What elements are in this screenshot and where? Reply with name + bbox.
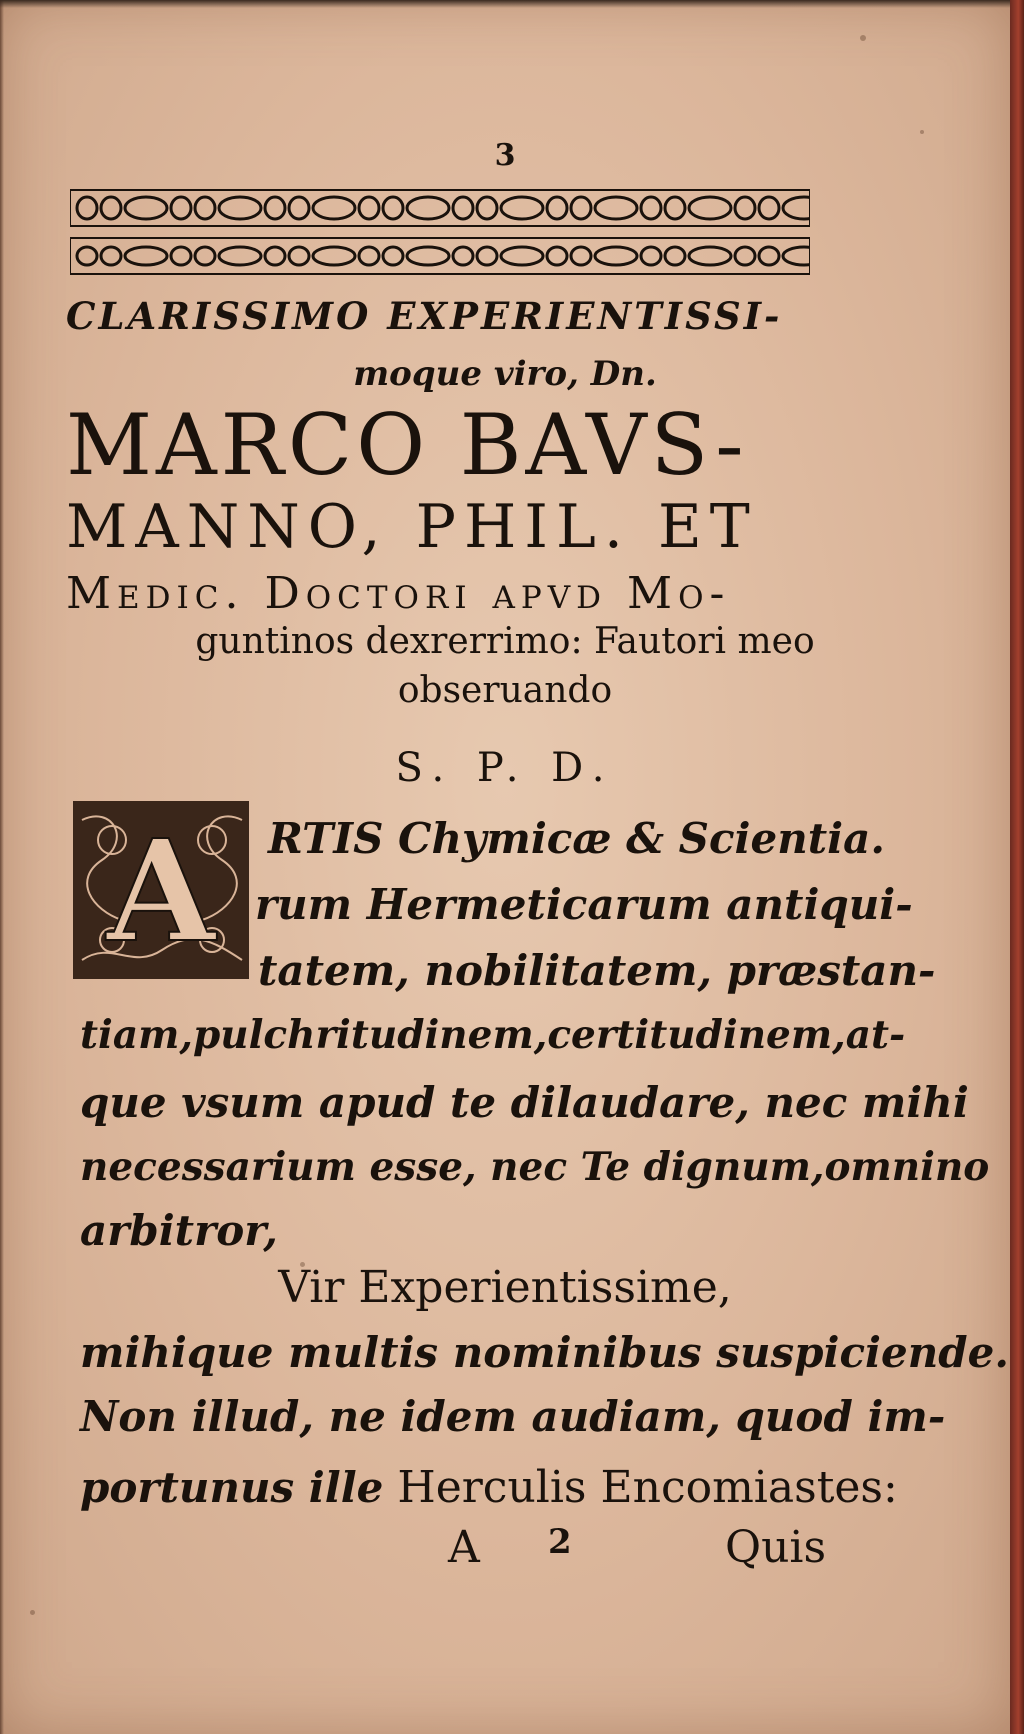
ornament-link — [219, 247, 261, 265]
paper-speck — [920, 130, 924, 134]
heading-line: CLARISSIMO EXPERIENTISSI- — [66, 294, 783, 338]
ornament-link — [453, 247, 473, 265]
ornament-link — [641, 197, 661, 219]
body-text-line: necessarium esse, nec Te dignum,omnino — [80, 1144, 990, 1190]
ornament-link — [571, 197, 591, 219]
ornament-link — [101, 197, 121, 219]
ornament-link — [383, 197, 403, 219]
body-text-line: Non illud, ne idem audiam, quod im- — [80, 1392, 946, 1441]
ornament-link — [125, 197, 167, 219]
salutation: S. P. D. — [395, 745, 615, 791]
ornament-link — [735, 247, 755, 265]
roman-segment: Herculis Encomiastes: — [383, 1462, 898, 1513]
page-edge — [1010, 0, 1024, 1734]
ornament-link — [501, 197, 543, 219]
ornament-band-bottom — [70, 236, 810, 276]
ornament-link — [77, 247, 97, 265]
ornament-link — [759, 247, 779, 265]
ornament-link — [171, 247, 191, 265]
ornament-link — [195, 197, 215, 219]
ornament-link — [265, 197, 285, 219]
ornament-link — [219, 197, 261, 219]
ornament-link — [407, 197, 449, 219]
ornament-link — [101, 247, 121, 265]
body-text-line: tiam,pulchritudinem,certitudinem,at- — [80, 1012, 906, 1058]
signature-mark: A — [448, 1522, 480, 1573]
ornament-link — [125, 247, 167, 265]
ornament-link — [689, 247, 731, 265]
body-text-line — [80, 1462, 898, 1513]
ornament-link — [195, 247, 215, 265]
body-text-line: RTIS Chymicæ & Scientia. — [268, 814, 885, 863]
ornament-link — [547, 197, 567, 219]
dedicatee-title-line: Medic. Doctori apvd Mo- — [66, 568, 731, 619]
ornament-link — [547, 247, 567, 265]
body-text-line: arbitror, — [80, 1206, 278, 1255]
ornament-link — [571, 247, 591, 265]
heading-line: moque viro, Dn. — [353, 354, 657, 394]
catchword: Quis — [725, 1522, 827, 1573]
ornament-link — [735, 197, 755, 219]
italic-segment: portunus ille — [80, 1463, 384, 1512]
dedication-line: guntinos dexrerrimo: Fautori meo — [195, 621, 815, 662]
paper-speck — [300, 1262, 305, 1267]
ornament-link — [689, 197, 731, 219]
ornament-link — [313, 247, 355, 265]
gutter-shadow — [0, 0, 4, 1734]
signature-number: 2 — [548, 1522, 572, 1562]
ornament-link — [641, 247, 661, 265]
dedicatee-name-line: MANNO, PHIL. ET — [66, 492, 758, 562]
body-text-line: tatem, nobilitatem, præstan- — [258, 946, 936, 995]
ornament-link — [289, 197, 309, 219]
ornament-link — [383, 247, 403, 265]
body-text-line: rum Hermeticarum antiqui- — [255, 880, 913, 929]
body-text-line: mihique multis nominibus suspiciende. — [80, 1328, 1009, 1377]
ornament-band-top — [70, 188, 810, 228]
ornament-link — [665, 197, 685, 219]
dedication-line: obseruando — [397, 670, 613, 711]
ornament-link — [359, 197, 379, 219]
ornament-link — [407, 247, 449, 265]
ornament-link — [171, 197, 191, 219]
ornament-link — [595, 197, 637, 219]
body-text-line: que vsum apud te dilaudare, nec mihi — [80, 1078, 969, 1127]
ornament-link — [759, 197, 779, 219]
ornament-link — [595, 247, 637, 265]
ornament-link — [77, 197, 97, 219]
ornament-link — [289, 247, 309, 265]
ornament-link — [265, 247, 285, 265]
decorated-initial — [72, 800, 250, 980]
ornament-link — [313, 197, 355, 219]
ornament-link — [501, 247, 543, 265]
ornament-link — [477, 197, 497, 219]
ornament-link — [783, 247, 810, 265]
ornament-link — [783, 197, 810, 219]
paper-speck — [30, 1610, 35, 1615]
ornament-link — [359, 247, 379, 265]
ornament-link — [477, 247, 497, 265]
top-edge — [0, 0, 1010, 8]
vocative-line: Vir Experientissime, — [278, 1262, 732, 1313]
ornament-link — [665, 247, 685, 265]
page-number: 3 — [494, 138, 516, 173]
drop-cap-letter: A — [106, 810, 216, 974]
dedicatee-name-line: MARCO BAVS- — [66, 396, 748, 494]
ornament-link — [453, 197, 473, 219]
paper-speck — [860, 35, 866, 41]
